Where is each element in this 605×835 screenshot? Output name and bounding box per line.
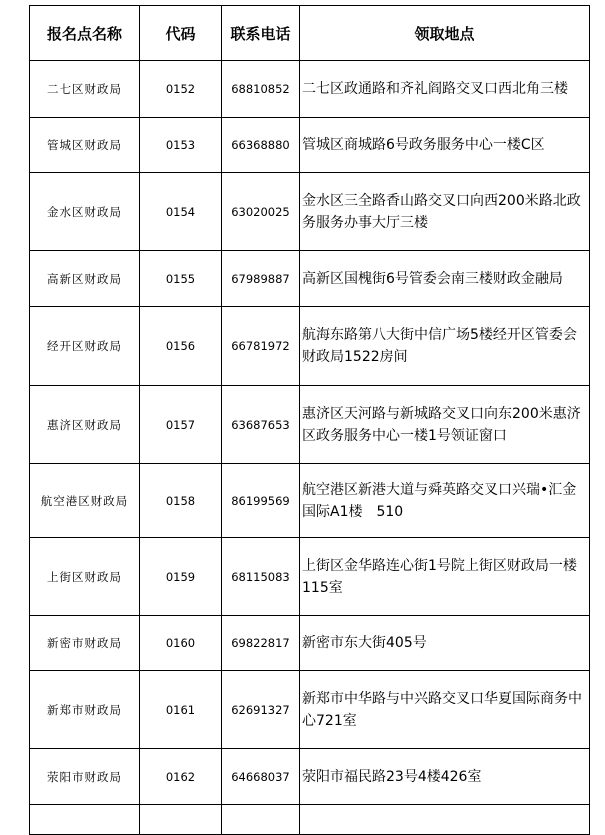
table-row <box>30 464 590 538</box>
office-name: 管城区财政局 <box>30 118 140 173</box>
office-phone: 63020025 <box>222 173 300 251</box>
office-code: 0162 <box>140 749 222 805</box>
office-phone: 68115083 <box>222 538 300 616</box>
table-row <box>30 307 590 386</box>
office-name: 高新区财政局 <box>30 251 140 307</box>
empty-cell <box>140 805 222 835</box>
office-address: 上街区金华路连心街1号院上街区财政局一楼115室 <box>300 538 590 616</box>
table-row <box>30 386 590 464</box>
office-name: 经开区财政局 <box>30 307 140 386</box>
office-name: 二七区财政局 <box>30 61 140 118</box>
office-address: 航空港区新港大道与舜英路交叉口兴瑞•汇金国际A1楼 510 <box>300 464 590 538</box>
office-address: 新郑市中华路与中兴路交叉口华夏国际商务中心721室 <box>300 671 590 749</box>
table-row <box>30 616 590 671</box>
office-name: 荥阳市财政局 <box>30 749 140 805</box>
office-address: 新密市东大街405号 <box>300 616 590 671</box>
office-address: 荥阳市福民路23号4楼426室 <box>300 749 590 805</box>
header-phone: 联系电话 <box>222 6 300 61</box>
office-phone: 86199569 <box>222 464 300 538</box>
office-name: 新郑市财政局 <box>30 671 140 749</box>
header-code: 代码 <box>140 6 222 61</box>
empty-cell <box>222 805 300 835</box>
office-name: 新密市财政局 <box>30 616 140 671</box>
office-code: 0158 <box>140 464 222 538</box>
office-phone: 67989887 <box>222 251 300 307</box>
table-row <box>30 671 590 749</box>
table-row <box>30 61 590 118</box>
table-row <box>30 805 590 835</box>
office-code: 0155 <box>140 251 222 307</box>
office-phone: 62691327 <box>222 671 300 749</box>
office-address: 高新区国槐街6号管委会南三楼财政金融局 <box>300 251 590 307</box>
office-code: 0159 <box>140 538 222 616</box>
office-name: 金水区财政局 <box>30 173 140 251</box>
empty-cell <box>300 805 590 835</box>
office-name: 惠济区财政局 <box>30 386 140 464</box>
office-phone: 63687653 <box>222 386 300 464</box>
office-address: 金水区三全路香山路交叉口向西200米路北政务服务办事大厅三楼 <box>300 173 590 251</box>
table-row <box>30 749 590 805</box>
office-code: 0152 <box>140 61 222 118</box>
office-code: 0157 <box>140 386 222 464</box>
table-row <box>30 173 590 251</box>
table-row <box>30 538 590 616</box>
table-row <box>30 251 590 307</box>
office-address: 管城区商城路6号政务服务中心一楼C区 <box>300 118 590 173</box>
office-code: 0153 <box>140 118 222 173</box>
office-name: 上街区财政局 <box>30 538 140 616</box>
office-code: 0156 <box>140 307 222 386</box>
office-phone: 64668037 <box>222 749 300 805</box>
header-name: 报名点名称 <box>30 6 140 61</box>
office-phone: 68810852 <box>222 61 300 118</box>
office-phone: 69822817 <box>222 616 300 671</box>
office-address: 二七区政通路和齐礼阎路交叉口西北角三楼 <box>300 61 590 118</box>
office-code: 0161 <box>140 671 222 749</box>
office-code: 0154 <box>140 173 222 251</box>
office-address: 惠济区天河路与新城路交叉口向东200米惠济区政务服务中心一楼1号领证窗口 <box>300 386 590 464</box>
office-phone: 66368880 <box>222 118 300 173</box>
office-code: 0160 <box>140 616 222 671</box>
header-row <box>30 6 590 61</box>
office-phone: 66781972 <box>222 307 300 386</box>
office-address: 航海东路第八大街中信广场5楼经开区管委会财政局1522房间 <box>300 307 590 386</box>
header-address: 领取地点 <box>300 6 590 61</box>
office-name: 航空港区财政局 <box>30 464 140 538</box>
table-row <box>30 118 590 173</box>
empty-cell <box>30 805 140 835</box>
office-table <box>29 5 590 835</box>
